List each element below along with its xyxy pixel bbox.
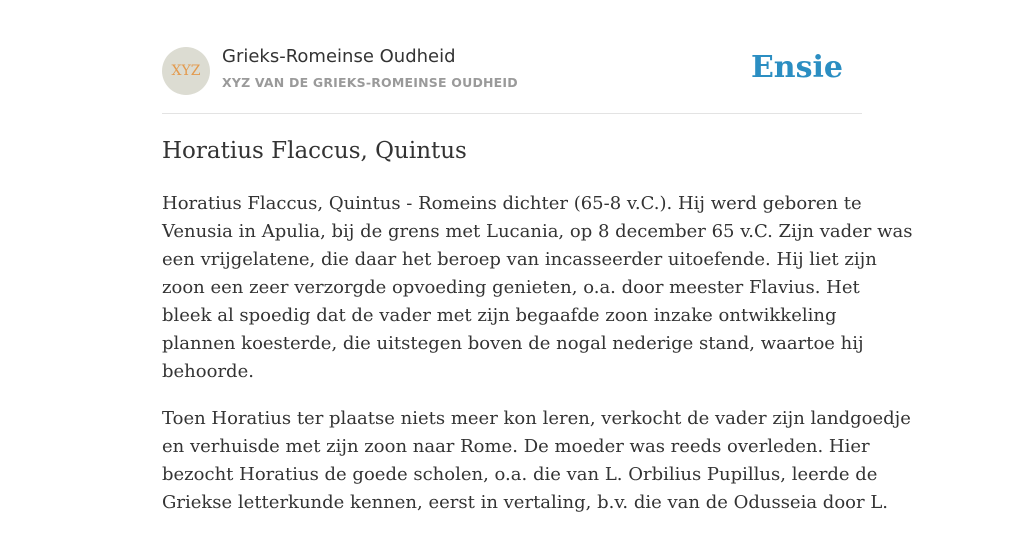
publication-avatar[interactable]: XYZ [162, 47, 210, 95]
ensie-logo[interactable]: Ensie [750, 50, 843, 85]
paragraph-line: bezocht Horatius de goede scholen, o.a. die van L. Orbilius Pupillus, leerde de [162, 464, 878, 485]
publication-header [162, 0, 862, 114]
publication-subtitle: XYZ VAN DE GRIEKS-ROMEINSE OUDHEID [222, 75, 518, 90]
article-paragraph [162, 190, 913, 386]
paragraph-line: plannen koesterde, die uitstegen boven de nogal nederige stand, waartoe hij [162, 333, 864, 354]
paragraph-line: en verhuisde met zijn zoon naar Rome. De moeder was reeds overleden. Hier [162, 436, 870, 457]
paragraph-line: zoon een zeer verzorgde opvoeding genieten, o.a. door meester Flavius. Het [162, 277, 860, 298]
publication-title[interactable]: Grieks-Romeinse Oudheid [222, 46, 456, 67]
paragraph-line: Toen Horatius ter plaatse niets meer kon leren, verkocht de vader zijn landgoedje [162, 408, 911, 429]
paragraph-line: bleek al spoedig dat de vader met zijn begaafde zoon inzake ontwikkeling [162, 305, 837, 326]
paragraph-line: Griekse letterkunde kennen, eerst in vertaling, b.v. die van de Odusseia door L. [162, 492, 888, 513]
paragraph-line: Venusia in Apulia, bij de grens met Lucania, op 8 december 65 v.C. Zijn vader was [162, 221, 913, 242]
page-container [162, 0, 913, 513]
paragraph-line: een vrijgelatene, die daar het beroep van incasseerder uitoefende. Hij liet zijn [162, 249, 877, 270]
article-title: Horatius Flaccus, Quintus [162, 138, 467, 164]
article-body [162, 190, 913, 536]
paragraph-line: Horatius Flaccus, Quintus - Romeins dichter (65-8 v.C.). Hij werd geboren te [162, 193, 862, 214]
article-paragraph [162, 405, 911, 517]
paragraph-line: behoorde. [162, 361, 254, 382]
